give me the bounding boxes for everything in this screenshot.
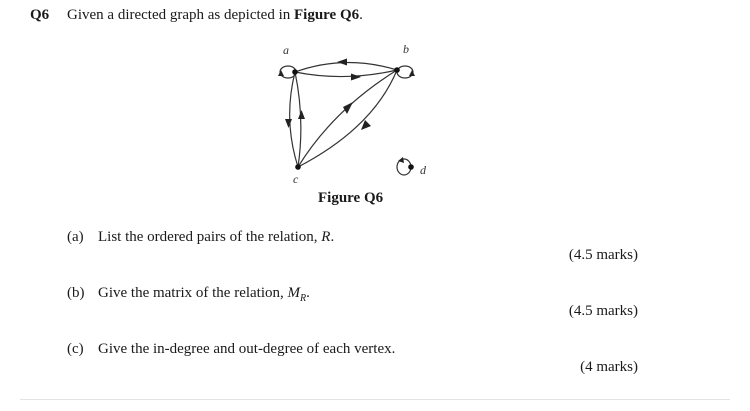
directed-graph-figure (265, 40, 445, 190)
part-a-label: (a) (67, 229, 84, 245)
matrix-symbol: M (287, 285, 301, 301)
matrix-subscript: R (300, 293, 307, 304)
part-a-marks: (4.5 marks) (568, 247, 638, 263)
edge-c-a-inner (295, 72, 301, 167)
vertex-b (394, 67, 400, 73)
arrow-b-to-a (337, 59, 347, 66)
edge-c-b-left (298, 70, 397, 167)
arrow-a-to-c (285, 119, 292, 128)
figure-caption: Figure Q6 (318, 190, 384, 206)
edge-a-b-lower (295, 70, 397, 77)
vertex-d (408, 164, 414, 170)
part-a-text-suffix: . (330, 229, 335, 245)
vertex-a (292, 69, 298, 75)
part-a-text (98, 229, 334, 246)
vertex-c (295, 164, 301, 170)
part-b-text-suffix: . (306, 285, 310, 301)
part-c-marks: (4 marks) (580, 359, 638, 375)
relation-symbol: R (321, 229, 331, 245)
arrow-a-to-b (351, 74, 361, 81)
vertex-label-d: d (420, 163, 426, 177)
part-b-label: (b) (67, 285, 85, 301)
figure-reference: Figure Q6 (294, 7, 360, 23)
edge-b-c-right (298, 70, 397, 167)
vertex-label-c: c (293, 172, 299, 186)
arrow-loop-a (278, 70, 284, 76)
question-text-prefix: Given a directed graph as depicted in (67, 7, 294, 23)
arrow-loop-b (409, 70, 415, 76)
loop-b (397, 66, 413, 78)
part-b-marks: (4.5 marks) (568, 303, 638, 319)
question-text (67, 7, 363, 24)
part-c-label: (c) (67, 341, 84, 357)
question-text-suffix: . (359, 7, 363, 23)
vertex-label-a: a (283, 43, 289, 57)
part-a-text-prefix: List the ordered pairs of the relation, (98, 229, 322, 245)
vertex-label-b: b (403, 42, 409, 56)
part-b-text-prefix: Give the matrix of the relation, (98, 285, 288, 301)
part-b-text (98, 285, 310, 304)
question-number: Q6 (30, 7, 50, 23)
part-c-text: Give the in-degree and out-degree of each vertex. (98, 341, 396, 357)
arrow-c-to-a (298, 110, 305, 119)
arrow-c-to-b (343, 102, 353, 114)
page-divider (20, 399, 730, 400)
